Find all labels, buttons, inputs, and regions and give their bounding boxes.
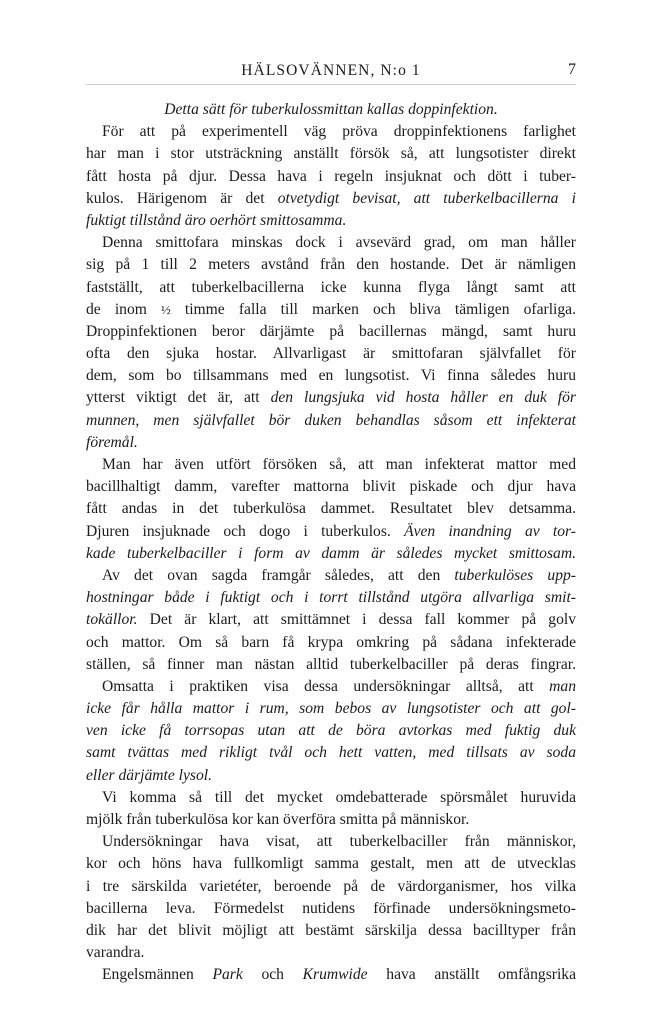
text-line	[86, 853, 576, 875]
text-segment: hava anställt omfångsrika	[367, 966, 577, 984]
text-segment: ½	[161, 301, 171, 317]
text-line	[86, 521, 576, 543]
italic-text: kade tuberkelbaciller i form av damm är således mycket smittosam.	[86, 544, 576, 562]
text-line	[86, 387, 576, 409]
text-line	[86, 698, 576, 720]
italic-text: Även inandning av tor-	[404, 522, 576, 540]
text-segment: För att på experimentell väg pröva droppinfektionens farlighet	[102, 123, 576, 141]
text-line	[86, 654, 576, 676]
text-line	[86, 232, 576, 254]
running-header	[86, 60, 576, 85]
text-line	[86, 432, 576, 454]
text-segment: ställen, så finner man nästan alltid tuberkelbaciller på deras fingrar.	[86, 655, 576, 673]
italic-text: den lungsjuka vid hosta håller en duk för	[270, 389, 577, 407]
text-line	[86, 277, 576, 299]
text-line	[86, 787, 576, 809]
text-line	[86, 831, 576, 853]
text-segment: kulos. Härigenom är det	[86, 189, 278, 207]
text-line	[86, 188, 576, 210]
text-line	[86, 765, 576, 787]
text-segment: Droppinfektionen beror därjämte på bacillernas mängd, samt huru	[86, 322, 576, 340]
text-segment: har man i stor utsträckning anställt försök så, att lungsotister direkt	[86, 145, 576, 163]
text-segment: i tre särskilda varietéter, beroende på de värdorganismer, hos vilka	[86, 877, 576, 895]
text-line	[86, 321, 576, 343]
text-segment: fastställt, att tuberkelbacillerna icke kunna flyga långt samt att	[86, 278, 576, 296]
page-number: 7	[568, 61, 576, 78]
text-line	[86, 632, 576, 654]
text-line	[86, 543, 576, 565]
italic-text: munnen, men självfallet bör duken behandlas såsom ett infekterat	[86, 411, 576, 429]
text-segment: bacillhaltigt damm, varefter mattorna blivit piskade och djur hava	[86, 478, 576, 496]
text-segment: Denna smittofara minskas dock i avsevärd grad, om man håller	[102, 234, 576, 252]
journal-title: HÄLSOVÄNNEN, N:o 1	[241, 62, 421, 79]
text-segment: mjölk från tuberkulösa kor kan överföra smitta på människor.	[86, 811, 470, 828]
italic-text: ven icke få torrsopas utan att de böra avtorkas med fuktig duk	[86, 722, 576, 740]
text-line	[86, 587, 576, 609]
text-line	[86, 166, 576, 188]
text-line	[86, 720, 576, 742]
italic-text: Krumwide	[302, 966, 368, 984]
text-line	[86, 121, 576, 143]
text-segment: fått hosta på djur. Dessa hava i regeln insjuknat och dött i tuber-	[86, 167, 576, 185]
text-segment: sig på 1 till 2 meters avstånd från den hostande. Det är nämligen	[86, 256, 576, 274]
text-line	[86, 742, 576, 764]
italic-text: Detta sätt för tuberkulossmittan kallas doppinfektion.	[164, 101, 498, 118]
italic-text: hostningar både i fuktigt och i torrt tillstånd utgöra allvarliga smit-	[86, 589, 576, 607]
text-line	[86, 254, 576, 276]
text-segment: och mattor. Om så barn få krypa omkring på sådana infekterade	[86, 633, 576, 651]
italic-text: icke får hålla mattor i rum, som bebos av lungsotister och att gol-	[86, 700, 576, 718]
text-segment: Vi komma så till det mycket omdebatterade spörsmålet huruvida	[102, 788, 576, 806]
text-line	[86, 676, 576, 698]
italic-text: eller därjämte lysol.	[86, 766, 213, 784]
text-segment: timme falla till marken och bliva tämligen ofarliga.	[170, 300, 576, 318]
text-segment: Omsatta i praktiken visa dessa undersökningar alltså, att	[102, 677, 550, 695]
text-segment: kor och höns hava fullkomligt samma gestalt, men att de utvecklas	[86, 855, 576, 873]
text-segment: varandra.	[86, 944, 145, 962]
text-line	[86, 365, 576, 387]
text-line	[86, 964, 576, 986]
text-line	[86, 920, 576, 942]
text-segment: de inom	[86, 300, 162, 318]
italic-text: tuberkulöses upp-	[454, 566, 576, 584]
text-line	[86, 809, 576, 831]
body-text	[86, 99, 576, 987]
text-line	[86, 609, 576, 631]
text-segment: Engelsmännen	[102, 966, 213, 984]
text-line	[86, 99, 576, 121]
text-segment: Man har även utfört försöken så, att man infekterat mattor med	[102, 456, 576, 473]
text-segment: fått andas in det tuberkulösa dammet. Resultatet blev detsamma.	[86, 500, 576, 518]
text-line	[86, 143, 576, 165]
text-segment: Undersökningar hava visat, att tuberkelbaciller från människor,	[102, 833, 576, 851]
italic-text: tokällor.	[86, 611, 138, 629]
text-segment: ofta den sjuka hostar. Allvarligast är smittofaran självfallet för	[86, 345, 576, 363]
italic-text: fuktigt tillstånd äro oerhört smittosamma.	[86, 211, 347, 229]
text-line	[86, 476, 576, 498]
text-line	[86, 876, 576, 898]
text-line	[86, 942, 576, 964]
text-segment: Det är klart, att smittämnet i dessa fall kommer på golv	[137, 611, 576, 629]
text-segment: och	[242, 966, 303, 984]
text-line	[86, 898, 576, 920]
text-segment: bacillerna leva. Förmedelst nutidens förfinade undersökningsmeto-	[86, 899, 576, 917]
italic-text: samt tvättas med rikligt tvål och hett vatten, med tillsats av soda	[86, 744, 576, 762]
text-segment: dik har det blivit möjligt att bestämt särskilja dessa bacilltyper från	[86, 921, 576, 939]
italic-text: föremål.	[86, 433, 138, 451]
text-segment: Djuren insjuknade och dogo i tuberkulos.	[86, 522, 405, 540]
text-line	[86, 410, 576, 432]
text-line	[86, 565, 576, 587]
text-line	[86, 210, 576, 232]
text-line	[86, 343, 576, 365]
text-line	[86, 299, 576, 321]
text-segment: Av det ovan sagda framgår således, att den	[102, 566, 455, 584]
text-segment: ytterst viktigt det är, att	[86, 389, 271, 407]
text-line	[86, 498, 576, 520]
text-line	[86, 454, 576, 476]
italic-text: man	[549, 677, 576, 695]
text-segment: dem, som bo tillsammans med en lungsotist. Vi finna således huru	[86, 367, 576, 385]
italic-text: Park	[212, 966, 243, 984]
italic-text: otvetydigt bevisat, att tuberkelbacillerna i	[277, 189, 576, 207]
